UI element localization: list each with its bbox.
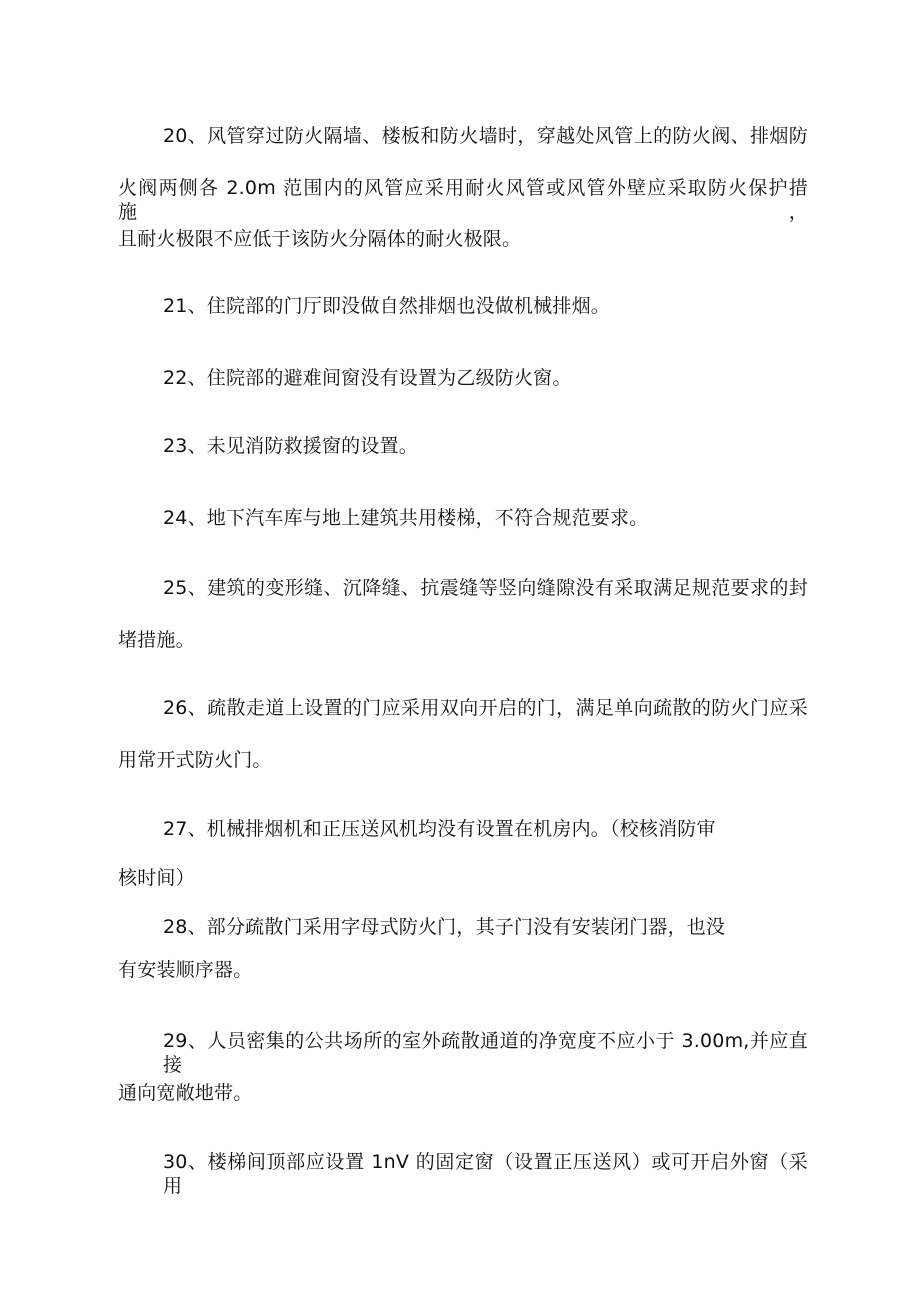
item-20-line-2: 火阀两侧各 2.0m 范围内的风管应采用耐火风管或风管外壁应采取防火保护措施， (118, 177, 808, 223)
item-27-line-2: 核时间） (118, 867, 195, 889)
item-30-line-1: 30、楼梯间顶部应设置 1nV 的固定窗（设置正压送风）或可开启外窗（采用 (163, 1151, 808, 1197)
item-28-line-2: 有安装顺序器。 (118, 959, 253, 981)
item-21: 21、住院部的门厅即没做自然排烟也没做机械排烟。 (163, 295, 610, 317)
item-29-line-1: 29、人员密集的公共场所的室外疏散通道的净宽度不应小于 3.00m,并应直接 (163, 1030, 808, 1076)
item-28-line-1: 28、部分疏散门采用字母式防火门，其子门没有安装闭门器，也没 (163, 916, 726, 938)
item-24: 24、地下汽车库与地上建筑共用楼梯，不符合规范要求。 (163, 507, 649, 529)
item-26-line-2: 用常开式防火门。 (118, 749, 272, 771)
item-26-line-1: 26、疏散走道上设置的门应采用双向开启的门，满足单向疏散的防火门应采 (163, 697, 808, 719)
item-29-line-2: 通向宽敞地带。 (118, 1082, 253, 1104)
item-20-line-3: 且耐火极限不应低于该防火分隔体的耐火极限。 (118, 228, 522, 250)
item-25-line-2: 堵措施。 (118, 629, 195, 651)
item-20-line-1: 20、风管穿过防火隔墙、楼板和防火墙时，穿越处风管上的防火阀、排烟防 (163, 125, 808, 147)
item-23: 23、未见消防救援窗的设置。 (163, 435, 418, 457)
item-25-line-1: 25、建筑的变形缝、沉降缝、抗震缝等竖向缝隙没有采取满足规范要求的封 (163, 577, 808, 599)
item-27-line-1: 27、机械排烟机和正压送风机均没有设置在机房内。（校核消防审 (163, 818, 716, 840)
item-22: 22、住院部的避难间窗没有设置为乙级防火窗。 (163, 367, 572, 389)
